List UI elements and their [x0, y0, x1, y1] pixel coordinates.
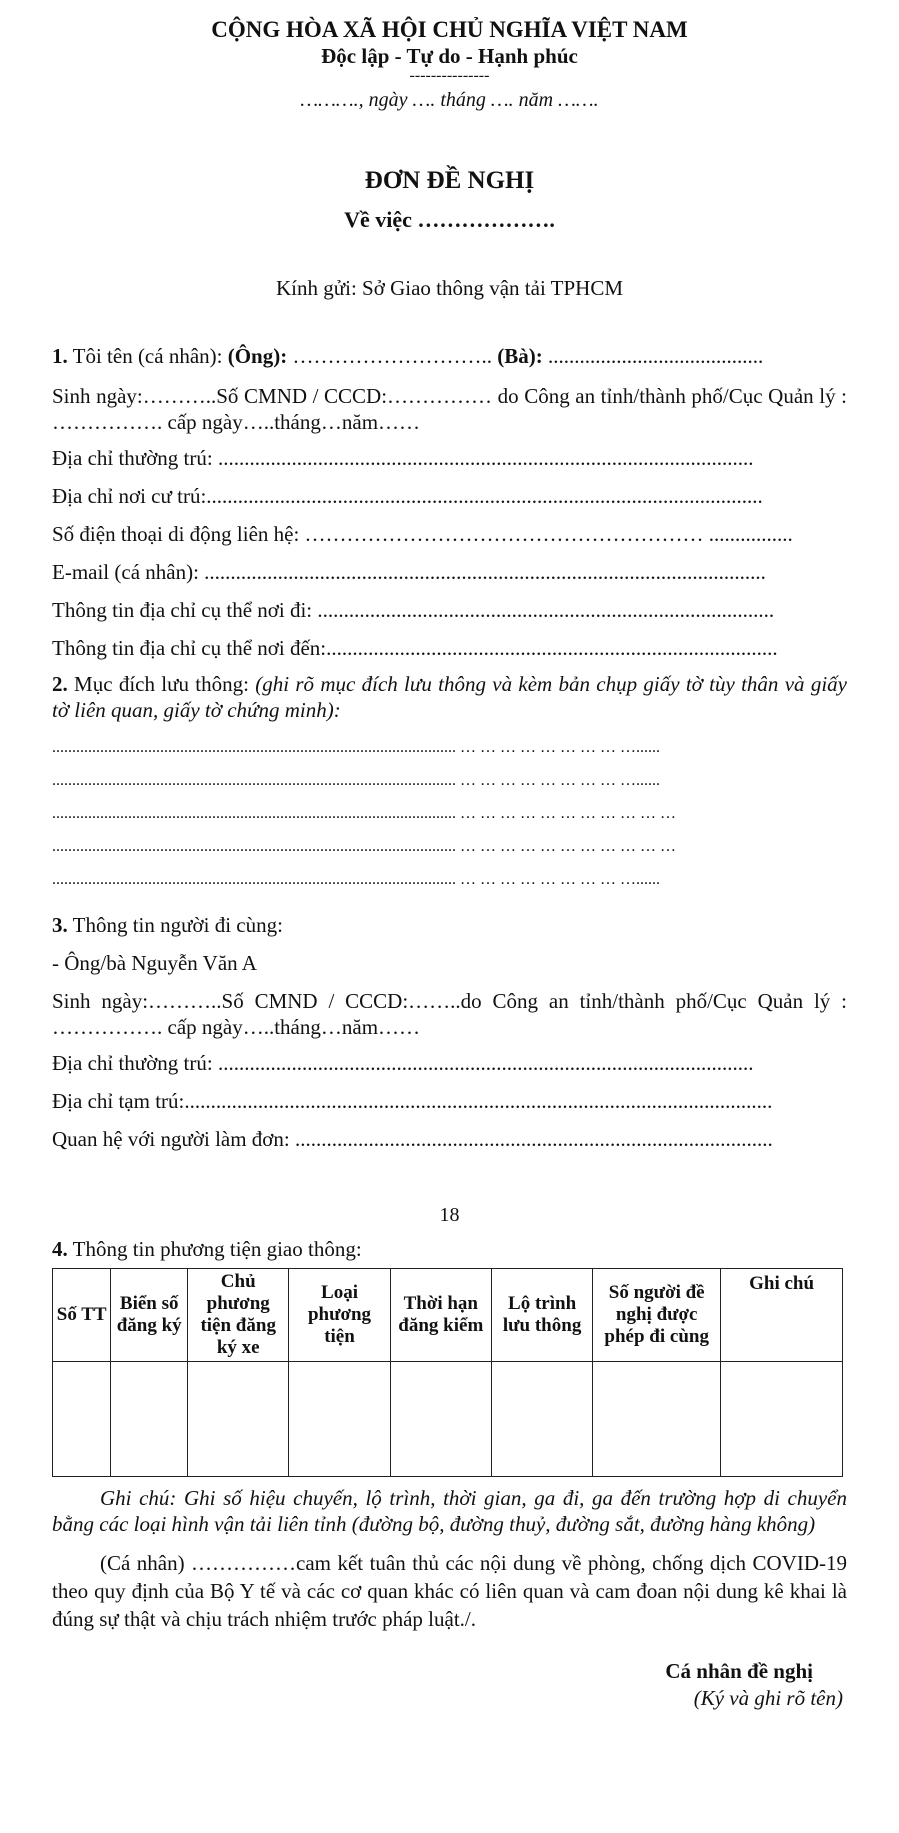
motto-heading: Độc lập - Tự do - Hạnh phúc: [321, 44, 578, 68]
section2-label: Mục đích lưu thông:: [67, 672, 256, 696]
section1-field-permanent-address: Địa chỉ thường trú: ......................................................................................................: [52, 446, 754, 470]
vehicle-cell-plate: [111, 1362, 188, 1477]
section2-blank-lines: [52, 731, 847, 896]
date-line: ………., ngày …. tháng …. năm …….: [300, 89, 599, 111]
section1-name-line: [52, 341, 847, 371]
vehicle-table: [52, 1268, 843, 1477]
section2-blank-line: ..................................................................................................... … … … … … … … … …......: [52, 871, 660, 888]
section4-label: Thông tin phương tiện giao thông:: [67, 1237, 362, 1261]
vehicle-cell-order: [53, 1362, 111, 1477]
section1-id-paragraph: Sinh ngày:………..Số CMND / CCCD:…………… do Công an tỉnh/thành phố/Cục Quản lý : ……………. cấp ngày…..tháng…năm……: [52, 384, 847, 434]
col-header-vehicle-type: Loại phương tiện: [289, 1269, 390, 1362]
vehicle-table-row: [53, 1362, 843, 1477]
vehicle-cell-route: [491, 1362, 592, 1477]
section3-heading: [52, 910, 847, 940]
form-subject: Về việc ……………….: [344, 207, 555, 232]
section1-field-departure: Thông tin địa chỉ cụ thể nơi đi: .......................................................................................: [52, 598, 775, 622]
header-rule: ---------------: [409, 67, 490, 84]
col-header-inspection: Thời hạn đăng kiểm: [390, 1269, 491, 1362]
section2-blank-line: ..................................................................................................... … … … … … … … … … … …: [52, 805, 676, 822]
note-paragraph: Ghi chú: Ghi số hiệu chuyến, lộ trình, thời gian, ga đi, ga đến trường hợp di chuyển bằng các loại hình vận tải liên tỉnh (đường bộ, đường thuỷ, đường sắt, đường hàng không): [52, 1486, 847, 1536]
section4-number: 4.: [52, 1237, 68, 1261]
section1-number: 1.: [52, 344, 68, 368]
vehicle-table-header-row: [53, 1269, 843, 1362]
section1-mrs-label: (Bà):: [497, 344, 543, 368]
section1-field-destination: Thông tin địa chỉ cụ thể nơi đến:......................................................................................: [52, 636, 778, 660]
section3-field-temporary-address: Địa chỉ tạm trú:................................................................................................................: [52, 1089, 773, 1113]
section3-label: Thông tin người đi cùng:: [67, 913, 283, 937]
signature-block: [52, 1657, 847, 1711]
section1-mr-label: (Ông):: [227, 344, 288, 368]
section2-hint: (ghi rõ mục đích lưu thông và kèm bản chụp giấy tờ tùy thân và giấy tờ liên quan, giấy tờ chứng minh):: [52, 672, 847, 722]
vehicle-cell-owner: [188, 1362, 289, 1477]
section1-mr-blank: ………………………..: [287, 344, 498, 368]
application-form-page: [0, 16, 899, 1833]
vehicle-cell-inspection: [390, 1362, 491, 1477]
recipient-line: Kính gửi: Sở Giao thông vận tải TPHCM: [275, 276, 624, 300]
vehicle-cell-note: [721, 1362, 843, 1477]
section3-id-paragraph: Sinh ngày:………..Số CMND / CCCD:……..do Công an tỉnh/thành phố/Cục Quản lý : ……………. cấp ngày…..tháng…năm……: [52, 989, 847, 1039]
section2-purpose: [52, 671, 847, 723]
section1-field-phone: Số điện thoại di động liên hệ: ………………………………………………… ................: [52, 522, 793, 546]
form-title: ĐƠN ĐỀ NGHỊ: [364, 167, 535, 194]
section1-mrs-blank: .........................................: [542, 344, 764, 368]
section4-heading: [52, 1234, 847, 1264]
section2-number: 2.: [52, 672, 68, 696]
section1-name-label: Tôi tên (cá nhân):: [67, 344, 228, 368]
section2-blank-line: ..................................................................................................... … … … … … … … … …......: [52, 772, 660, 789]
section3-field-permanent-address: Địa chỉ thường trú: ......................................................................................................: [52, 1051, 754, 1075]
col-header-note: Ghi chú: [721, 1269, 843, 1362]
signer-hint: (Ký và ghi rõ tên): [693, 1686, 843, 1710]
vehicle-cell-companions: [593, 1362, 721, 1477]
section2-blank-line: ..................................................................................................... … … … … … … … … …......: [52, 739, 660, 756]
col-header-plate: Biển số đăng ký: [111, 1269, 188, 1362]
col-header-order: Số TT: [53, 1269, 111, 1362]
section1-field-email: E-mail (cá nhân): ...........................................................................................................: [52, 560, 766, 584]
section3-field-relationship: Quan hệ với người làm đơn: ...........................................................................................: [52, 1127, 773, 1151]
col-header-owner: Chủ phương tiện đăng ký xe: [188, 1269, 289, 1362]
commitment-paragraph: (Cá nhân) ……………cam kết tuân thủ các nội dung về phòng, chống dịch COVID-19 theo quy định của Bộ Y tế và các cơ quan khác có liên quan và cam đoan nội dung kê khai là đúng sự thật và chịu trách nhiệm trước pháp luật./.: [52, 1551, 847, 1631]
section2-blank-line: ..................................................................................................... … … … … … … … … … … …: [52, 838, 676, 855]
page-number: 18: [439, 1204, 460, 1226]
nation-heading: CỘNG HÒA XÃ HỘI CHỦ NGHĨA VIỆT NAM: [211, 17, 688, 42]
vehicle-cell-type: [289, 1362, 390, 1477]
section3-number: 3.: [52, 913, 68, 937]
col-header-companions: Số người đề nghị được phép đi cùng: [593, 1269, 721, 1362]
section1-field-residence-address: Địa chỉ nơi cư trú:..........................................................................................................: [52, 484, 763, 508]
signer-title: Cá nhân đề nghị: [665, 1659, 813, 1683]
col-header-route: Lộ trình lưu thông: [491, 1269, 592, 1362]
section3-person: - Ông/bà Nguyễn Văn A: [52, 951, 257, 975]
